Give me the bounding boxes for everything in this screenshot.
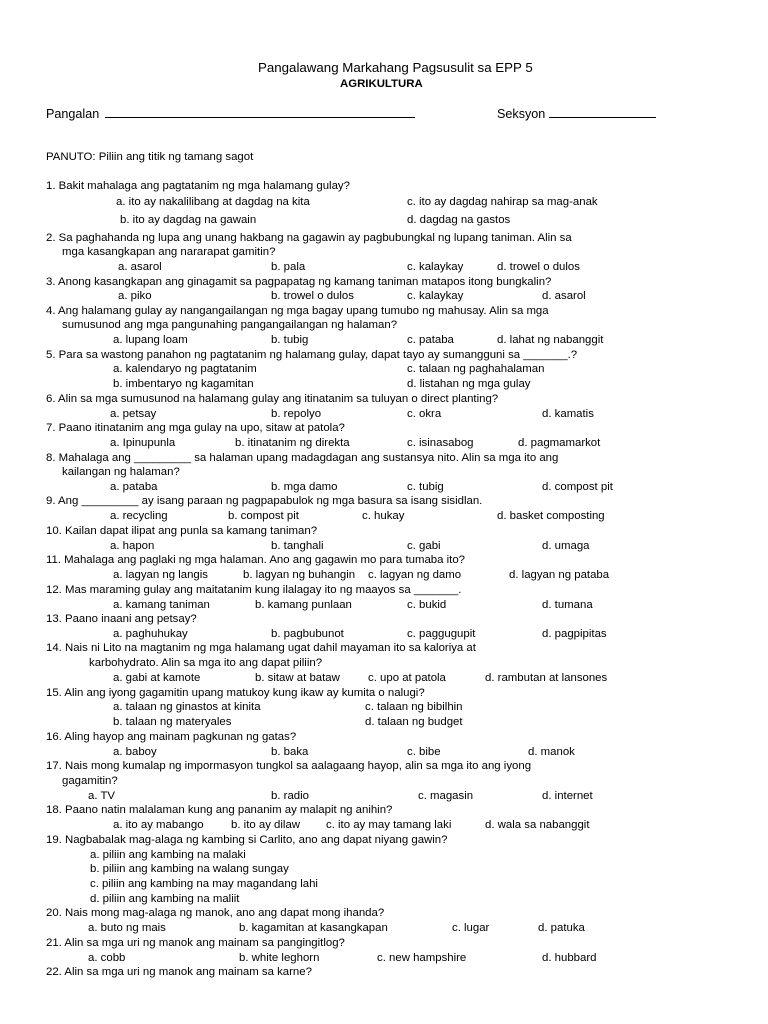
question-15-text: 15. Alin ang iyong gagamitin upang matukoy kung ikaw ay kumita o nalugi? <box>46 687 425 699</box>
question-17-option: d. internet <box>542 790 593 802</box>
question-7-text: 7. Paano itinatanim ang mga gulay na upo, sitaw at patola? <box>46 422 345 434</box>
question-15-option: a. talaan ng ginastos at kinita <box>113 701 261 713</box>
question-20-option: b. kagamitan at kasangkapan <box>239 922 388 934</box>
question-5-text: 5. Para sa wastong panahon ng pagtatanim ng halamang gulay, dapat tayo ay sumangguni sa _______.? <box>46 349 578 361</box>
question-3-text: 3. Anong kasangkapan ang ginagamit sa pagpapatag ng kamang taniman matapos itong bungkalin? <box>46 276 552 288</box>
question-7-option: c. isinasabog <box>407 437 474 449</box>
question-1-option: a. ito ay nakalilibang at dagdag na kita <box>116 196 310 208</box>
question-19-option: b. piliin ang kambing na walang sungay <box>90 863 289 875</box>
section-field <box>497 107 656 121</box>
question-9-option: b. compost pit <box>228 510 299 522</box>
question-13-option: c. paggugupit <box>407 628 476 640</box>
question-19-option: c. piliin ang kambing na may magandang lahi <box>90 878 318 890</box>
question-21-option: a. cobb <box>88 952 126 964</box>
question-12-option: a. kamang taniman <box>113 599 210 611</box>
question-14-option: d. rambutan at lansones <box>485 672 608 684</box>
question-1-option: b. ito ay dagdag na gawain <box>120 214 257 226</box>
question-18-text: 18. Paano natin malalaman kung ang pananim ay malapit ng anihin? <box>46 804 393 816</box>
question-6-text: 6. Alin sa mga sumusunod na halamang gulay ang itinatanim sa tuluyan o direct planting? <box>46 393 499 405</box>
question-15-option: c. talaan ng bibilhin <box>365 701 463 713</box>
question-12-text: 12. Mas maraming gulay ang maitatanim kung ilalagay ito ng maayos sa _______. <box>46 584 462 596</box>
exam-subtitle: AGRIKULTURA <box>340 78 423 90</box>
question-18-option: a. ito ay mabango <box>113 819 204 831</box>
question-1-option: d. dagdag na gastos <box>407 214 511 226</box>
question-3-option: b. trowel o dulos <box>271 290 354 302</box>
question-20-text: 20. Nais mong mag-alaga ng manok, ano ang dapat mong ihanda? <box>46 907 385 919</box>
question-3-option: c. kalaykay <box>407 290 464 302</box>
question-4-option: b. tubig <box>271 334 309 346</box>
name-blank <box>105 116 415 118</box>
question-2-option: a. asarol <box>118 261 162 273</box>
question-4-option: c. pataba <box>407 334 454 346</box>
question-13-text: 13. Paano inaani ang petsay? <box>46 613 197 625</box>
question-5-option: a. kalendaryo ng pagtatanim <box>113 363 257 375</box>
question-4-option: d. lahat ng nabanggit <box>497 334 604 346</box>
question-4-text: sumusunod ang mga pangunahing pangangailangan ng halaman? <box>62 319 398 331</box>
instructions: PANUTO: Piliin ang titik ng tamang sagot <box>46 151 254 163</box>
question-1-text: 1. Bakit mahalaga ang pagtatanim ng mga halamang gulay? <box>46 180 350 192</box>
name-field <box>46 107 415 121</box>
question-5-option: d. listahan ng mga gulay <box>407 378 531 390</box>
question-14-option: c. upo at patola <box>368 672 446 684</box>
question-8-option: a. pataba <box>110 481 158 493</box>
question-13-option: b. pagbubunot <box>271 628 344 640</box>
section-label: Seksyon <box>497 107 546 121</box>
question-3-option: a. piko <box>118 290 152 302</box>
question-20-option: c. lugar <box>452 922 490 934</box>
question-7-option: a. Ipinupunla <box>110 437 176 449</box>
name-label: Pangalan <box>46 107 100 121</box>
question-16-option: d. manok <box>528 746 575 758</box>
question-3-option: d. asarol <box>542 290 586 302</box>
question-21-text: 21. Alin sa mga uri ng manok ang mainam sa pangingitlog? <box>46 937 345 949</box>
question-9-option: c. hukay <box>362 510 405 522</box>
section-blank <box>549 116 656 118</box>
question-9-option: a. recycling <box>110 510 168 522</box>
question-9-option: d. basket composting <box>497 510 605 522</box>
question-6-option: a. petsay <box>110 408 157 420</box>
question-17-option: b. radio <box>271 790 309 802</box>
question-14-option: b. sitaw at bataw <box>255 672 340 684</box>
question-21-option: d. hubbard <box>542 952 597 964</box>
question-8-option: c. tubig <box>407 481 444 493</box>
question-17-text: 17. Nais mong kumalap ng impormasyon tungkol sa aalagaang hayop, alin sa mga ito ang iyong <box>46 760 532 772</box>
question-11-option: a. lagyan ng langis <box>113 569 208 581</box>
question-10-option: d. umaga <box>542 540 590 552</box>
question-20-option: d. patuka <box>538 922 585 934</box>
question-14-text: karbohydrato. Alin sa mga ito ang dapat piliin? <box>89 657 323 669</box>
question-16-option: c. bibe <box>407 746 441 758</box>
question-17-option: c. magasin <box>418 790 474 802</box>
question-16-option: b. baka <box>271 746 309 758</box>
question-2-option: c. kalaykay <box>407 261 464 273</box>
exam-title: Pangalawang Markahang Pagsusulit sa EPP 5 <box>258 60 533 75</box>
question-10-option: c. gabi <box>407 540 441 552</box>
question-18-option: d. wala sa nabanggit <box>485 819 590 831</box>
question-10-text: 10. Kailan dapat ilipat ang punla sa kamang taniman? <box>46 525 318 537</box>
question-17-option: a. TV <box>88 790 116 802</box>
question-8-text: 8. Mahalaga ang _________ sa halaman upang madagdagan ang sustansya nito. Alin sa mga ito ang <box>46 452 559 464</box>
question-21-option: c. new hampshire <box>377 952 467 964</box>
question-7-option: b. itinatanim ng direkta <box>235 437 350 449</box>
question-12-option: b. kamang punlaan <box>255 599 352 611</box>
question-6-option: b. repolyo <box>271 408 322 420</box>
question-10-option: b. tanghali <box>271 540 324 552</box>
question-20-option: a. buto ng mais <box>88 922 166 934</box>
question-5-option: c. talaan ng paghahalaman <box>407 363 545 375</box>
question-10-option: a. hapon <box>110 540 155 552</box>
question-19-option: a. piliin ang kambing na malaki <box>90 849 246 861</box>
question-19-option: d. piliin ang kambing na maliit <box>90 893 240 905</box>
question-2-text: mga kasangkapan ang nararapat gamitin? <box>62 246 276 258</box>
question-1-option: c. ito ay dagdag nahirap sa mag-anak <box>407 196 598 208</box>
question-12-option: c. bukid <box>407 599 447 611</box>
question-11-option: c. lagyan ng damo <box>368 569 462 581</box>
question-6-option: c. okra <box>407 408 442 420</box>
question-2-option: b. pala <box>271 261 306 273</box>
question-14-text: 14. Nais ni Lito na magtanim ng mga halamang ugat dahil mayaman ito sa kaloriya at <box>46 642 476 654</box>
question-2-text: 2. Sa paghahanda ng lupa ang unang hakbang na gagawin ay pagbubungkal ng lupang taniman. Alin sa <box>46 232 572 244</box>
question-14-option: a. gabi at kamote <box>113 672 201 684</box>
question-22-text: 22. Alin sa mga uri ng manok ang mainam sa karne? <box>46 966 312 978</box>
question-8-option: b. mga damo <box>271 481 338 493</box>
question-8-text: kailangan ng halaman? <box>62 466 180 478</box>
question-7-option: d. pagmamarkot <box>518 437 601 449</box>
question-16-text: 16. Aling hayop ang mainam pagkunan ng gatas? <box>46 731 297 743</box>
question-11-text: 11. Mahalaga ang paglaki ng mga halaman. Ano ang gagawin mo para tumaba ito? <box>46 554 465 566</box>
question-6-option: d. kamatis <box>542 408 594 420</box>
question-19-text: 19. Nagbabalak mag-alaga ng kambing si Carlito, ano ang dapat niyang gawin? <box>46 834 448 846</box>
question-12-option: d. tumana <box>542 599 593 611</box>
question-18-option: b. ito ay dilaw <box>231 819 301 831</box>
question-2-option: d. trowel o dulos <box>497 261 580 273</box>
question-9-text: 9. Ang _________ ay isang paraan ng pagpapabulok ng mga basura sa isang sisidlan. <box>46 495 483 507</box>
question-15-option: d. talaan ng budget <box>365 716 463 728</box>
question-17-text: gagamitin? <box>62 775 118 787</box>
question-13-option: a. paghuhukay <box>113 628 188 640</box>
question-11-option: b. lagyan ng buhangin <box>243 569 356 581</box>
question-18-option: c. ito ay may tamang laki <box>326 819 452 831</box>
question-5-option: b. imbentaryo ng kagamitan <box>113 378 254 390</box>
question-15-option: b. talaan ng materyales <box>113 716 232 728</box>
question-16-option: a. baboy <box>113 746 157 758</box>
question-4-text: 4. Ang halamang gulay ay nangangailangan ng mga bagay upang tumubo ng mahusay. Alin sa mga <box>46 305 549 317</box>
question-4-option: a. lupang loam <box>113 334 188 346</box>
question-11-option: d. lagyan ng pataba <box>509 569 610 581</box>
question-21-option: b. white leghorn <box>239 952 320 964</box>
question-8-option: d. compost pit <box>542 481 613 493</box>
question-13-option: d. pagpipitas <box>542 628 607 640</box>
